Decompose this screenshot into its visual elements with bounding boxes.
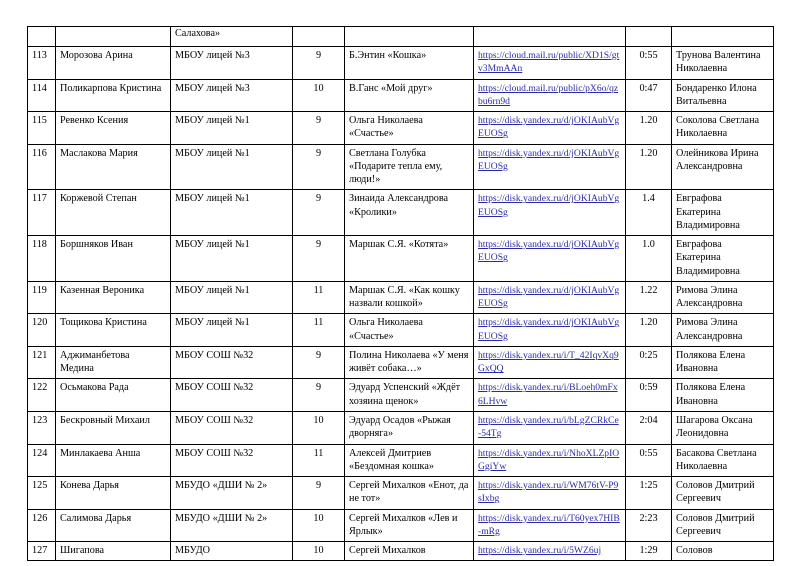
cell-participant-name: Минлакаева Анша — [56, 444, 171, 477]
cell-teacher: Евграфова Екатерина Владимировна — [672, 236, 774, 282]
cell-school: МБОУ лицей №1 — [171, 236, 293, 282]
cell-grade: 9 — [293, 190, 345, 236]
link-url[interactable]: https://cloud.mail.ru/public/pX6o/qzbu6rn9d — [478, 82, 619, 107]
cell-teacher: Соловов Дмитрий Сергеевич — [672, 477, 774, 510]
participants-table-container — [27, 26, 773, 561]
cell-work: Ольга Николаева «Счастье» — [345, 112, 474, 145]
cell-link — [474, 47, 626, 80]
cell-participant-name: Боршняков Иван — [56, 236, 171, 282]
cell-grade: 9 — [293, 477, 345, 510]
cell-teacher: Трунова Валентина Николаевна — [672, 47, 774, 80]
cell-duration: 1.4 — [626, 190, 672, 236]
cell-participant-name: Бескровный Михаил — [56, 411, 171, 444]
cell-number: 114 — [28, 79, 56, 112]
cell-grade: 11 — [293, 281, 345, 314]
cell-school: МБУДО «ДШИ № 2» — [171, 509, 293, 542]
cell-grade: 10 — [293, 542, 345, 561]
cell-teacher: Басакова Светлана Николаевна — [672, 444, 774, 477]
cell-grade — [293, 27, 345, 47]
cell-link — [474, 79, 626, 112]
cell-teacher: Соловов — [672, 542, 774, 561]
table-row — [28, 477, 774, 510]
table-row — [28, 542, 774, 561]
cell-number: 113 — [28, 47, 56, 80]
cell-participant-name: Маслакова Мария — [56, 144, 171, 190]
cell-participant-name: Ревенко Ксения — [56, 112, 171, 145]
cell-teacher: Евграфова Екатерина Владимировна — [672, 190, 774, 236]
cell-teacher: Бондаренко Илона Витальевна — [672, 79, 774, 112]
cell-link — [474, 477, 626, 510]
cell-link — [474, 509, 626, 542]
cell-link — [474, 411, 626, 444]
cell-duration: 0:59 — [626, 379, 672, 412]
participants-table — [27, 26, 774, 561]
link-url[interactable]: https://disk.yandex.ru/i/WM76tV-P9sIxbg — [478, 480, 619, 505]
cell-grade: 10 — [293, 79, 345, 112]
cell-link — [474, 542, 626, 561]
cell-participant-name: Казенная Вероника — [56, 281, 171, 314]
cell-duration: 1.20 — [626, 112, 672, 145]
link-url[interactable]: https://disk.yandex.ru/i/NhoXLZpIOGgiYw — [478, 447, 620, 472]
cell-link — [474, 27, 626, 47]
table-row — [28, 79, 774, 112]
cell-teacher: Полякова Елена Ивановна — [672, 346, 774, 379]
table-row — [28, 190, 774, 236]
cell-number: 127 — [28, 542, 56, 561]
cell-link — [474, 346, 626, 379]
cell-participant-name: Коржевой Степан — [56, 190, 171, 236]
cell-school: МБОУ лицей №1 — [171, 281, 293, 314]
table-row — [28, 346, 774, 379]
cell-participant-name: Аджиманбетова Медина — [56, 346, 171, 379]
cell-number: 122 — [28, 379, 56, 412]
participants-table-body — [28, 27, 774, 561]
cell-grade: 9 — [293, 112, 345, 145]
cell-school: МБОУ лицей №1 — [171, 144, 293, 190]
table-row — [28, 281, 774, 314]
table-row-continuation — [28, 27, 774, 47]
cell-link — [474, 444, 626, 477]
cell-duration: 1:25 — [626, 477, 672, 510]
table-row — [28, 411, 774, 444]
cell-participant-name: Салимова Дарья — [56, 509, 171, 542]
cell-duration: 1.20 — [626, 144, 672, 190]
cell-number: 120 — [28, 314, 56, 347]
cell-number: 124 — [28, 444, 56, 477]
cell-grade: 11 — [293, 314, 345, 347]
cell-work: Сергей Михалков — [345, 542, 474, 561]
table-row — [28, 236, 774, 282]
table-row — [28, 314, 774, 347]
cell-link — [474, 314, 626, 347]
cell-school: МБОУ лицей №3 — [171, 79, 293, 112]
cell-school: МБОУ СОШ №32 — [171, 346, 293, 379]
cell-participant-name: Морозова Арина — [56, 47, 171, 80]
cell-number: 117 — [28, 190, 56, 236]
cell-work: Маршак С.Я. «Котята» — [345, 236, 474, 282]
link-url[interactable]: https://disk.yandex.ru/i/T60yex7HIB-mRg — [478, 512, 620, 537]
cell-work: Эдуард Осадов «Рыжая дворняга» — [345, 411, 474, 444]
cell-participant-name: Осьмакова Рада — [56, 379, 171, 412]
table-row — [28, 47, 774, 80]
cell-school: МБОУ лицей №1 — [171, 314, 293, 347]
cell-school: МБОУ СОШ №32 — [171, 444, 293, 477]
cell-work: Б.Энтин «Кошка» — [345, 47, 474, 80]
cell-grade: 11 — [293, 444, 345, 477]
cell-work: Маршак С.Я. «Как кошку назвали кошкой» — [345, 281, 474, 314]
cell-participant-name: Тощикова Кристина — [56, 314, 171, 347]
link-url[interactable]: https://disk.yandex.ru/i/T_42IqvXq9GxQQ — [478, 349, 619, 375]
cell-grade: 9 — [293, 346, 345, 379]
cell-link — [474, 379, 626, 412]
cell-duration: 0:47 — [626, 79, 672, 112]
link-url[interactable]: https://disk.yandex.ru/d/jOKIAubVgEUOSg — [478, 239, 620, 264]
cell-school: МБОУ СОШ №32 — [171, 411, 293, 444]
table-row — [28, 509, 774, 542]
cell-number: 123 — [28, 411, 56, 444]
cell-work: Полина Николаева «У меня живёт собака…» — [345, 346, 474, 379]
cell-work: Алексей Дмитриев «Бездомная кошка» — [345, 444, 474, 477]
cell-work: Сергей Михалков «Енот, да не тот» — [345, 477, 474, 510]
cell-teacher: Олейникова Ирина Александровна — [672, 144, 774, 190]
link-url[interactable]: https://disk.yandex.ru/d/jOKIAubVgEUOSg — [478, 115, 620, 140]
cell-grade: 9 — [293, 144, 345, 190]
cell-teacher: Римова Элина Александровна — [672, 314, 774, 347]
cell-school: МБОУ СОШ №32 — [171, 379, 293, 412]
cell-work: Сергей Михалков «Лев и Ярлык» — [345, 509, 474, 542]
cell-link — [474, 236, 626, 282]
cell-number: 118 — [28, 236, 56, 282]
cell-school: МБУДО — [171, 542, 293, 561]
cell-duration: 1.22 — [626, 281, 672, 314]
cell-participant-name — [56, 27, 171, 47]
cell-duration: 1:29 — [626, 542, 672, 561]
link-url[interactable]: https://disk.yandex.ru/d/jOKIAubVgEUOSg — [478, 317, 620, 342]
cell-teacher: Римова Элина Александровна — [672, 281, 774, 314]
link-url[interactable]: https://disk.yandex.ru/d/jOKIAubVgEUOSg — [478, 284, 620, 310]
cell-work: Зинаида Александрова «Кролики» — [345, 190, 474, 236]
cell-school: МБУДО «ДШИ № 2» — [171, 477, 293, 510]
cell-duration: 1.20 — [626, 314, 672, 347]
cell-number: 116 — [28, 144, 56, 190]
table-row — [28, 112, 774, 145]
cell-grade: 9 — [293, 236, 345, 282]
cell-number: 119 — [28, 281, 56, 314]
cell-teacher: Соловов Дмитрий Сергеевич — [672, 509, 774, 542]
cell-duration: 2:23 — [626, 509, 672, 542]
cell-teacher — [672, 27, 774, 47]
cell-number: 126 — [28, 509, 56, 542]
cell-participant-name: Шигапова — [56, 542, 171, 561]
cell-duration — [626, 27, 672, 47]
cell-link — [474, 281, 626, 314]
cell-grade: 10 — [293, 411, 345, 444]
cell-work: Эдуард Успенский «Ждёт хозяина щенок» — [345, 379, 474, 412]
cell-participant-name: Поликарпова Кристина — [56, 79, 171, 112]
link-url[interactable]: https://disk.yandex.ru/d/jOKIAubVgEUOSg — [478, 193, 620, 218]
cell-link — [474, 190, 626, 236]
cell-teacher: Шагарова Оксана Леонидовна — [672, 411, 774, 444]
cell-work: Ольга Николаева «Счастье» — [345, 314, 474, 347]
link-url[interactable]: https://disk.yandex.ru/i/BLoeh0mFx6LHvw — [478, 382, 618, 407]
cell-duration: 0:25 — [626, 346, 672, 379]
cell-teacher: Полякова Елена Ивановна — [672, 379, 774, 412]
cell-teacher: Соколова Светлана Николаевна — [672, 112, 774, 145]
cell-school: МБОУ лицей №3 — [171, 47, 293, 80]
cell-school: Салахова» — [171, 27, 293, 47]
cell-grade: 9 — [293, 47, 345, 80]
cell-school: МБОУ лицей №1 — [171, 112, 293, 145]
cell-grade: 10 — [293, 509, 345, 542]
cell-participant-name: Конева Дарья — [56, 477, 171, 510]
cell-number: 125 — [28, 477, 56, 510]
cell-work: В.Ганс «Мой друг» — [345, 79, 474, 112]
table-row — [28, 379, 774, 412]
cell-link — [474, 144, 626, 190]
cell-duration: 1.0 — [626, 236, 672, 282]
cell-number: 115 — [28, 112, 56, 145]
cell-number — [28, 27, 56, 47]
cell-duration: 0:55 — [626, 444, 672, 477]
table-row — [28, 444, 774, 477]
cell-grade: 9 — [293, 379, 345, 412]
cell-link — [474, 112, 626, 145]
cell-work: Светлана Голубка «Подарите тепла ему, люди!» — [345, 144, 474, 190]
cell-duration: 2:04 — [626, 411, 672, 444]
cell-work — [345, 27, 474, 47]
cell-duration: 0:55 — [626, 47, 672, 80]
cell-school: МБОУ лицей №1 — [171, 190, 293, 236]
link-url[interactable]: https://disk.yandex.ru/d/jOKIAubVgEUOSg — [478, 147, 620, 172]
table-row — [28, 144, 774, 190]
link-url[interactable]: https://disk.yandex.ru/i/bLgZCRkCe-54Tg — [478, 414, 619, 440]
cell-number: 121 — [28, 346, 56, 379]
link-url[interactable]: https://cloud.mail.ru/public/XD1S/gtv3MmAAn — [478, 50, 620, 75]
link-url[interactable]: https://disk.yandex.ru/i/5WZ6uj — [478, 545, 602, 557]
